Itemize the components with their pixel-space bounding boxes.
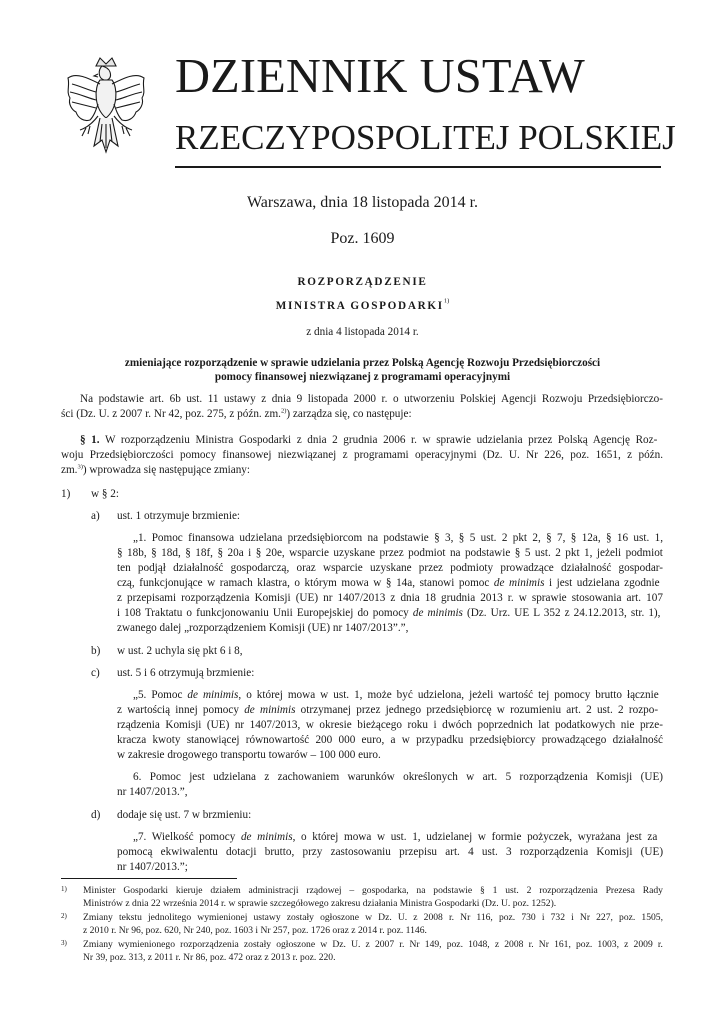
item-b-text: w ust. 2 uchyla się pkt 6 i 8, — [117, 645, 243, 657]
paragraph-1-line-1 — [80, 433, 657, 447]
item-d-label: d) — [91, 809, 101, 821]
paragraph-1-line-3 — [61, 463, 250, 477]
item-c-line-5: w zakresie drogowego transportu towarów – 100 000 euro. — [117, 749, 381, 761]
gazette-title: DZIENNIK USTAW — [175, 50, 585, 103]
item-a-label: a) — [91, 510, 100, 522]
point-1-text: w § 2: — [91, 488, 119, 500]
item-c-line-2-italic: de minimis — [244, 704, 296, 716]
footnote-3-mark: 3) — [61, 939, 67, 947]
item-c-line-3: rządzenia Komisji (UE) nr 1407/2013, w okresie bieżącego roku i dwóch poprzednich lat podatkowych nie prze- — [117, 719, 663, 731]
item-a-line-6-tail: (Dz. Urz. UE L 352 z 24.12.2013, str. 1), — [462, 607, 661, 619]
item-c-line-4: kracza kwoty stanowiącej równowartość 200 000 euro, a w przypadku przedsiębiorcy prowadzącego działalność — [117, 734, 663, 746]
basis-line-2-tail: ) zarządza się, co następuje: — [286, 408, 412, 420]
gazette-subtitle: RZECZYPOSPOLITEJ POLSKIEJ — [175, 118, 676, 157]
item-c-intro: ust. 5 i 6 otrzymują brzmienie: — [117, 667, 255, 679]
item-a-intro: ust. 1 otrzymuje brzmienie: — [117, 510, 241, 522]
footnote-1-line-2: Ministrów z dnia 22 września 2014 r. w sprawie szczegółowego zakresu działania Ministra Gospodarki (Dz. U. poz. 1252). — [83, 898, 557, 909]
item-d-line-1-text: „7. Wielkość pomocy — [133, 831, 241, 843]
item-a-line-4 — [117, 576, 660, 590]
basis-line-1: Na podstawie art. 6b ust. 11 ustawy z dnia 9 listopada 2000 r. o utworzeniu Polskiej Agencji Rozwoju Przedsiębiorczo- — [80, 393, 664, 405]
item-a-line-3: ten podjął działalność gospodarczą, oraz wsparcie uzyskane przez podmioty prowadzące działalność gospodar- — [117, 562, 664, 574]
paragraph-1-line-3-tail: ) wprowadza się następujące zmiany: — [82, 464, 251, 476]
item-c-line-1-text: „5. Pomoc — [133, 689, 188, 701]
item-d-line-1 — [133, 830, 657, 844]
item-d-line-2: pomocą ekwiwalentu dotacji brutto, przy zastosowaniu przepisu art. 4 ust. 3 rozporządzenia Komisji (UE) — [117, 846, 664, 858]
footnote-ref-2: 2) — [280, 407, 287, 415]
footnote-1-mark: 1) — [61, 885, 67, 893]
item-a-line-4-italic: de minimis — [493, 577, 545, 589]
item-c-line-2-tail: otrzymanej przez jednego przedsiębiorcę w rozumieniu art. 2 ust. 2 rozpo- — [295, 704, 659, 716]
item-a-line-1: „1. Pomoc finansowa udzielana przedsiębiorcom na podstawie § 3, § 5 ust. 2 pkt 2, § 7, § 12a, § 16 ust. 1, — [133, 532, 664, 544]
item-c-line-1-tail: , o której mowa w ust. 1, może być udzielona, jeżeli wartość tej pomocy brutto łącznie — [238, 689, 659, 701]
item-a-line-6 — [117, 606, 660, 620]
footnote-1-line-1: Minister Gospodarki kieruje działem administracji rządowej – gospodarka, na podstawie § 1 ust. 2 rozporządzenia Prezesa Rady — [83, 885, 663, 896]
item-c-label: c) — [91, 667, 100, 679]
footnote-ref-1: 1) — [443, 297, 450, 305]
item-a-line-5: z przepisami rozporządzenia Komisji (UE) nr 1407/2013 z dnia 18 grudnia 2013 r. w sprawie stosowania art. 107 — [117, 592, 663, 604]
item-c-line-2-text: z wartością innej pomocy — [117, 704, 245, 716]
basis-line-2 — [61, 407, 412, 421]
paragraph-1-line-3-text: zm. — [61, 464, 78, 476]
item-d-line-1-italic: de minimis — [240, 831, 293, 843]
footnote-separator — [61, 878, 237, 879]
item-d-intro: dodaje się ust. 7 w brzmieniu: — [117, 809, 252, 821]
point-1-number: 1) — [61, 488, 71, 500]
publication-date: Warszawa, dnia 18 listopada 2014 r. — [246, 194, 479, 211]
item-c-line-2 — [117, 703, 658, 717]
masthead-rule — [175, 166, 661, 168]
position-number: Poz. 1609 — [330, 230, 395, 247]
footnote-2-line-1: Zmiany tekstu jednolitego wymienionej ustawy zostały ogłoszone w Dz. U. z 2008 r. Nr 116, poz. 730 i 732 i Nr 227, poz. 1505, — [83, 912, 664, 923]
footnote-3-line-2: Nr 39, poz. 313, z 2011 r. Nr 86, poz. 472 oraz z 2013 r. poz. 220. — [83, 952, 336, 963]
basis-line-2-text: ści (Dz. U. z 2007 r. Nr 42, poz. 275, z późn. zm. — [61, 408, 281, 420]
paragraph-1-mark: § 1. — [80, 434, 100, 446]
footnote-3-line-1: Zmiany wymienionego rozporządzenia zostały ogłoszone w Dz. U. z 2007 r. Nr 149, poz. 1048, z 2008 r. Nr 161, poz. 1003, z 2009 r. — [83, 939, 663, 950]
act-type: ROZPORZĄDZENIE — [297, 276, 428, 288]
act-title-line-2: pomocy finansowej niezwiązanej z programami operacyjnymi — [214, 371, 511, 383]
act-title-line-1: zmieniające rozporządzenie w sprawie udzielania przez Polską Agencję Rozwoju Przedsiębiorczości — [124, 357, 601, 369]
item-a-line-7: zwanego dalej „rozporządzeniem Komisji (UE) nr 1407/2013”.”, — [117, 622, 409, 634]
item-c-line-6: 6. Pomoc jest udzielana z zachowaniem warunków określonych w art. 5 rozporządzenia Komisji (UE) — [133, 771, 664, 783]
item-a-line-4-text: czą, funkcjonujące w ramach klastra, o którym mowa w § 14a, stanowi pomoc — [117, 577, 494, 589]
act-issuer-line — [0, 296, 725, 314]
paragraph-1-text: W rozporządzeniu Ministra Gospodarki z dnia 2 grudnia 2006 r. w sprawie udzielania przez Polską Agencję Roz- — [99, 434, 658, 446]
paragraph-1-line-2: woju Przedsiębiorczości pomocy finansowej niezwiązanej z programami operacyjnymi (Dz. U. Nr 226, poz. 1651, z późn. — [61, 449, 664, 461]
item-c-line-1-italic: de minimis — [187, 689, 239, 701]
act-date: z dnia 4 listopada 2014 r. — [306, 326, 419, 338]
item-a-line-6-italic: de minimis — [412, 607, 463, 619]
polish-eagle-emblem — [60, 52, 152, 162]
footnote-2-line-2: z 2010 r. Nr 96, poz. 620, Nr 240, poz. 1603 i Nr 257, poz. 1726 oraz z 2014 r. poz. 1146. — [83, 925, 427, 936]
item-a-line-2: § 18b, § 18d, § 18f, § 20a i § 20e, wsparcie uzyskane przez podmiot na podstawie § 5 ust. 2 pkt 1, jeżeli podmiot — [117, 547, 663, 559]
item-a-line-4-tail: i jest udzielana zgodnie — [544, 577, 660, 589]
act-issuer: MINISTRA GOSPODARKI — [275, 300, 444, 312]
item-a-line-6-text: i 108 Traktatu o funkcjonowaniu Unii Europejskiej do pomocy — [117, 607, 413, 619]
item-b-label: b) — [91, 645, 101, 657]
footnote-2-mark: 2) — [61, 912, 67, 920]
item-d-line-1-tail: , o której mowa w ust. 1, udzielanej w formie pożyczek, wyrażana jest za — [292, 831, 658, 843]
item-d-line-3: nr 1407/2013.”; — [117, 861, 188, 873]
item-c-line-1 — [133, 688, 659, 702]
item-c-line-7: nr 1407/2013.”, — [117, 786, 188, 798]
footnote-ref-3: 3) — [77, 463, 83, 471]
